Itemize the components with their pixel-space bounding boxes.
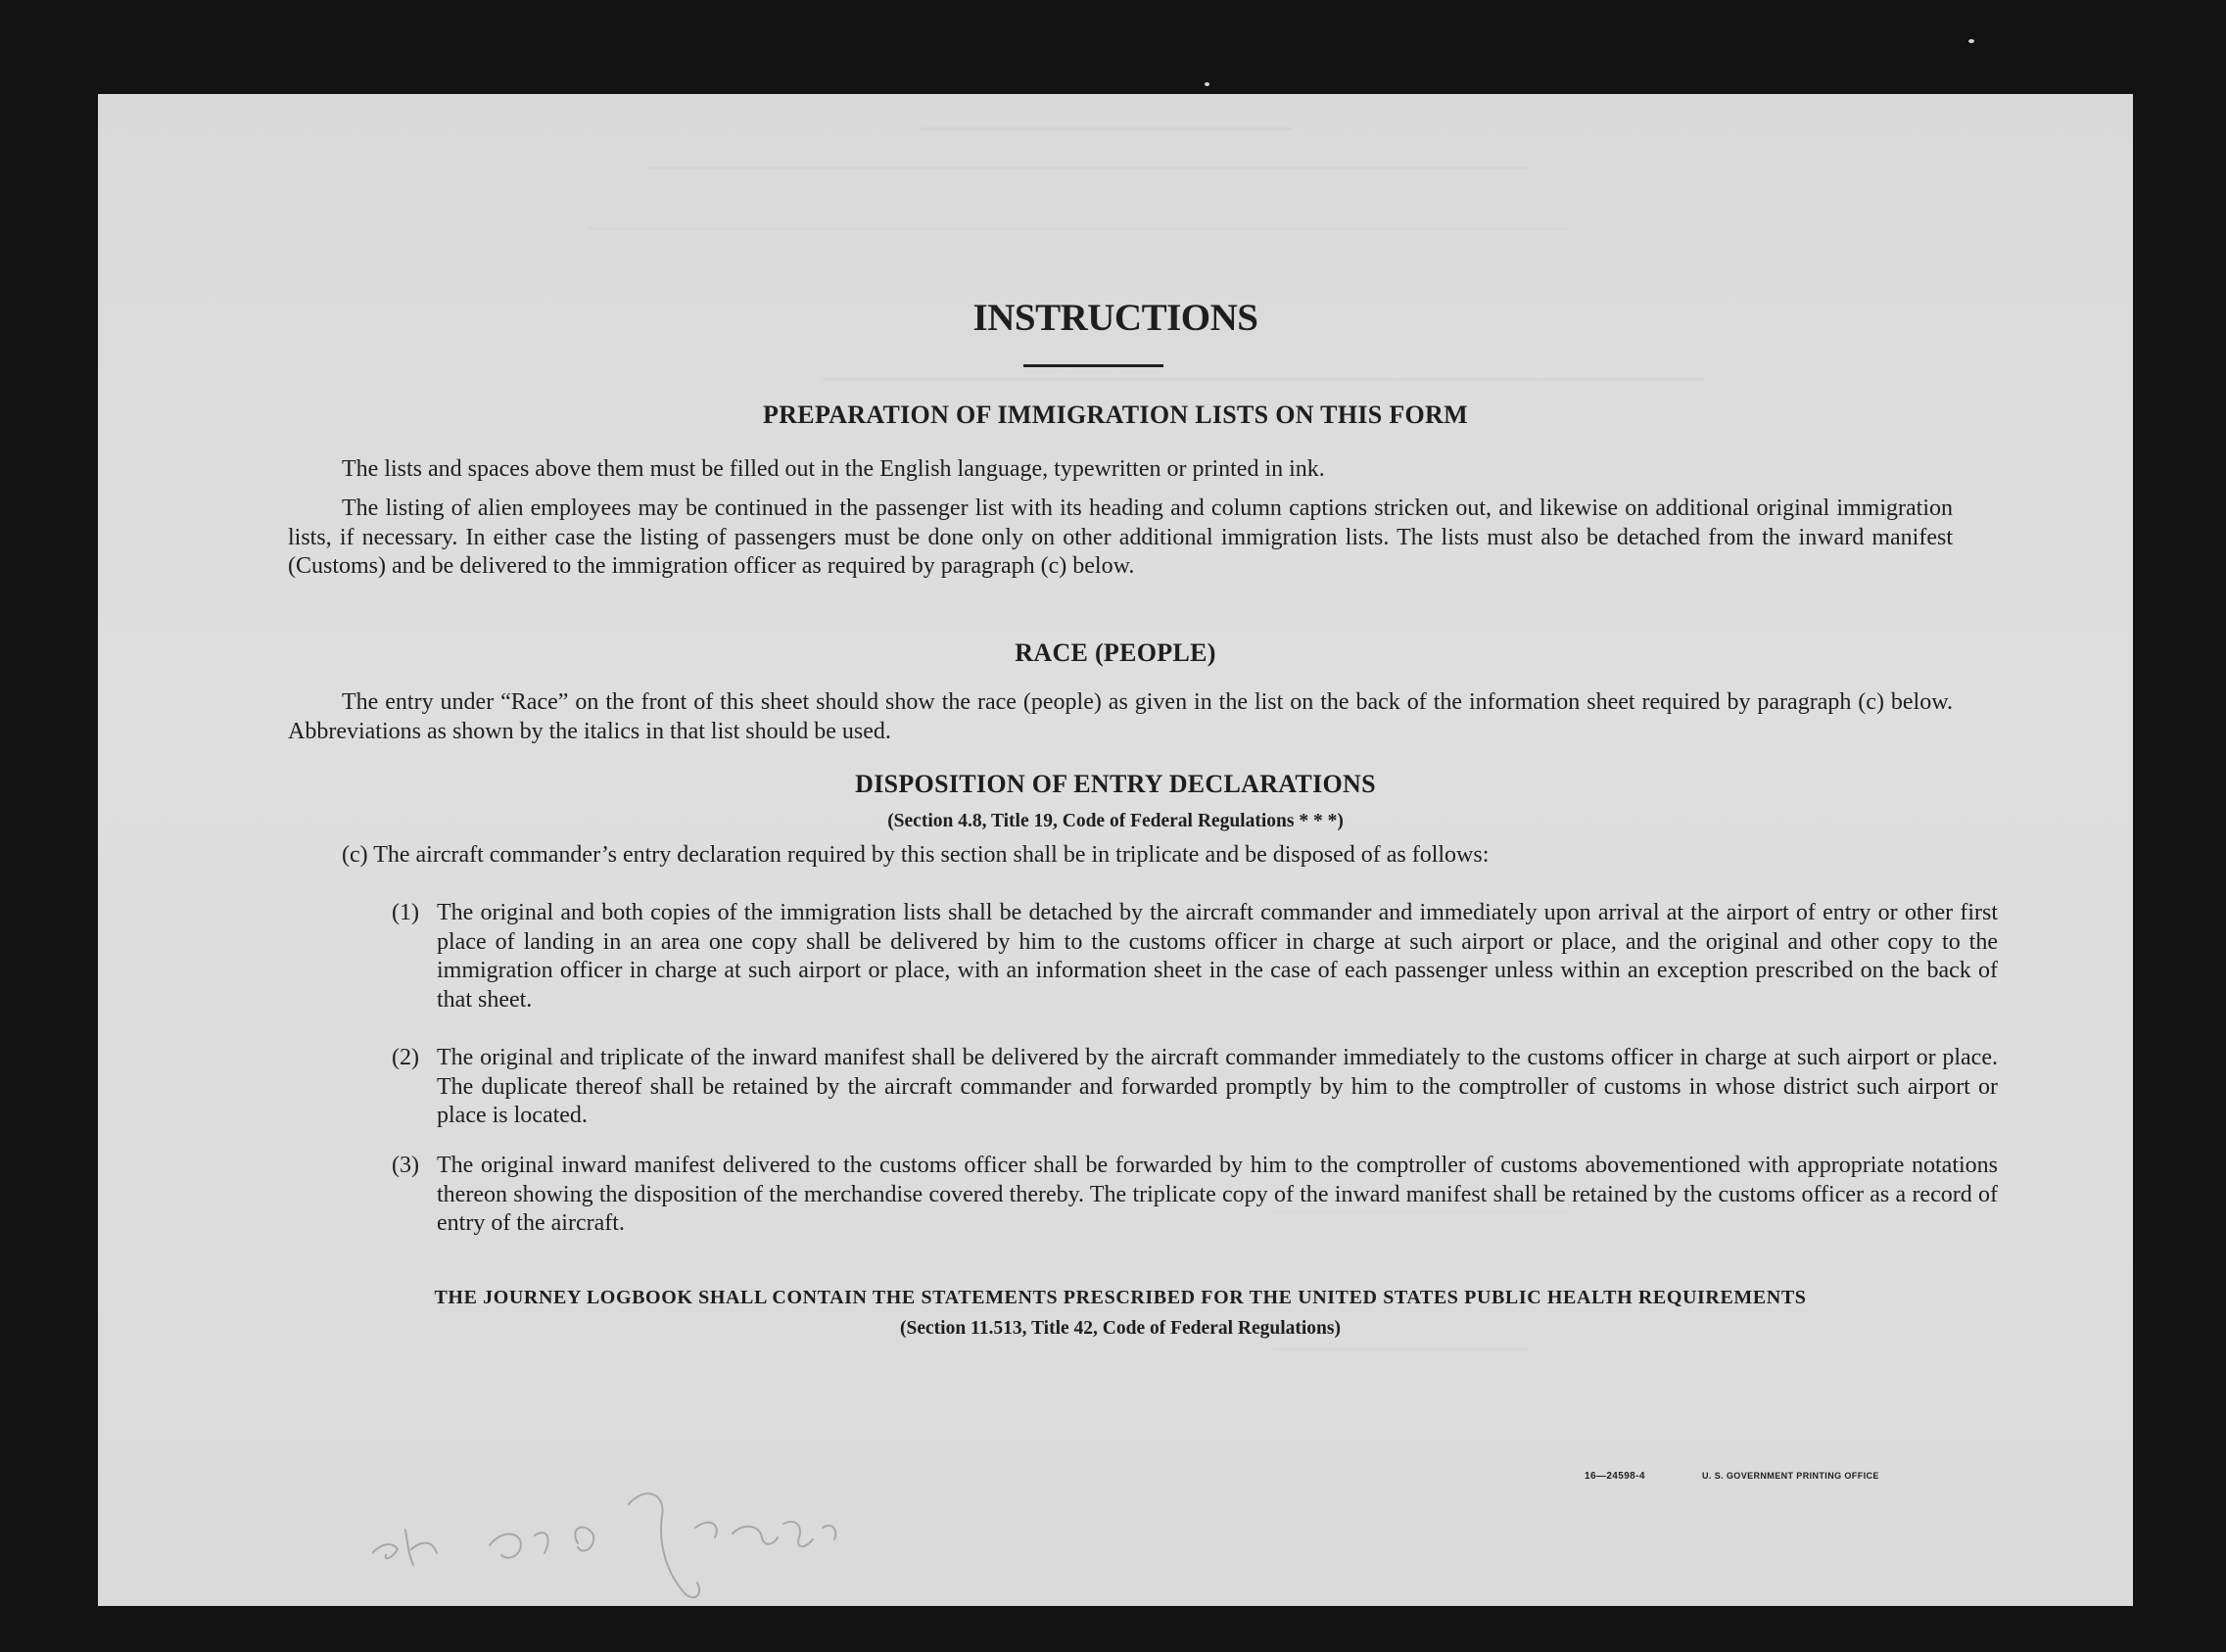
paragraph-race-entry: The entry under “Race” on the front of this sheet should show the race (people) as given in the list on the back of the information sheet required by paragraph (c) below. Abbreviations as shown by the italics in that list should be used.	[288, 689, 1953, 744]
list-item-text: The original and triplicate of the inward manifest shall be delivered by the aircraft commander immediately to the customs officer in charge at such airport or place. The duplicate thereof shall be retained by the aircraft commander and forwarded promptly by him to the comptroller of customs in whose district such airport or place is located.	[437, 1045, 1998, 1128]
citation-title-19: (Section 4.8, Title 19, Code of Federal Regulations * * *)	[887, 811, 1344, 831]
printer-imprint: U. S. GOVERNMENT PRINTING OFFICE	[1702, 1471, 1879, 1481]
heading-disposition: DISPOSITION OF ENTRY DECLARATIONS	[855, 770, 1376, 798]
list-item-1	[392, 899, 1998, 1015]
list-item-marker: (1)	[392, 900, 419, 925]
list-item-text: The original inward manifest delivered to the customs officer shall be forwarded by him to the comptroller of customs abovementioned with appropriate notations thereon showing the disposition of the merchandise covered thereby. The triplicate copy of the inward manifest shall be retained by the customs officer as a record of entry of the aircraft.	[437, 1153, 1998, 1236]
title-underline	[1023, 364, 1163, 367]
scan-speck	[1968, 39, 1974, 43]
list-item-3	[392, 1152, 1998, 1239]
list-item-marker: (3)	[392, 1153, 419, 1178]
heading-race: RACE (PEOPLE)	[1015, 638, 1216, 667]
paragraph-alien-employees: The listing of alien employees may be continued in the passenger list with its heading and column captions stricken out, and likewise on additional original immigration lists, if necessary. In either case the listing of passengers must be done only on other additional immigration lists. The lists must also be detached from the inward manifest (Customs) and be delivered to the immigration officer as required by paragraph (c) below.	[288, 496, 1953, 579]
document-page	[98, 94, 2133, 1606]
pencil-signature	[372, 1465, 881, 1602]
paragraph-english-language: The lists and spaces above them must be filled out in the English language, typewritten or printed in ink.	[342, 456, 1325, 482]
list-item-2	[392, 1044, 1998, 1131]
scan-speck	[1205, 82, 1209, 86]
list-item-marker: (2)	[392, 1045, 419, 1070]
page-title: INSTRUCTIONS	[972, 297, 1258, 339]
paragraph-c-intro: (c) The aircraft commander’s entry declaration required by this section shall be in triplicate and be disposed of as follows:	[342, 842, 1490, 868]
list-item-text: The original and both copies of the immigration lists shall be detached by the aircraft commander and immediately upon arrival at the airport of entry or other first place of landing in an area one copy shall be delivered by him to the customs officer in charge at such airport or place, and the original and other copy to the immigration officer in charge at such airport or place, with an information sheet in the case of each passenger unless within an exception prescribed on the back of that sheet.	[437, 900, 1998, 1013]
heading-preparation: PREPARATION OF IMMIGRATION LISTS ON THIS FORM	[763, 401, 1468, 429]
footer-statement: THE JOURNEY LOGBOOK SHALL CONTAIN THE STATEMENTS PRESCRIBED FOR THE UNITED STATES PUBLIC HEALTH REQUIREMENTS	[434, 1287, 1807, 1308]
footer-citation: (Section 11.513, Title 42, Code of Federal Regulations)	[900, 1318, 1341, 1339]
form-number: 16—24598-4	[1585, 1471, 1645, 1482]
